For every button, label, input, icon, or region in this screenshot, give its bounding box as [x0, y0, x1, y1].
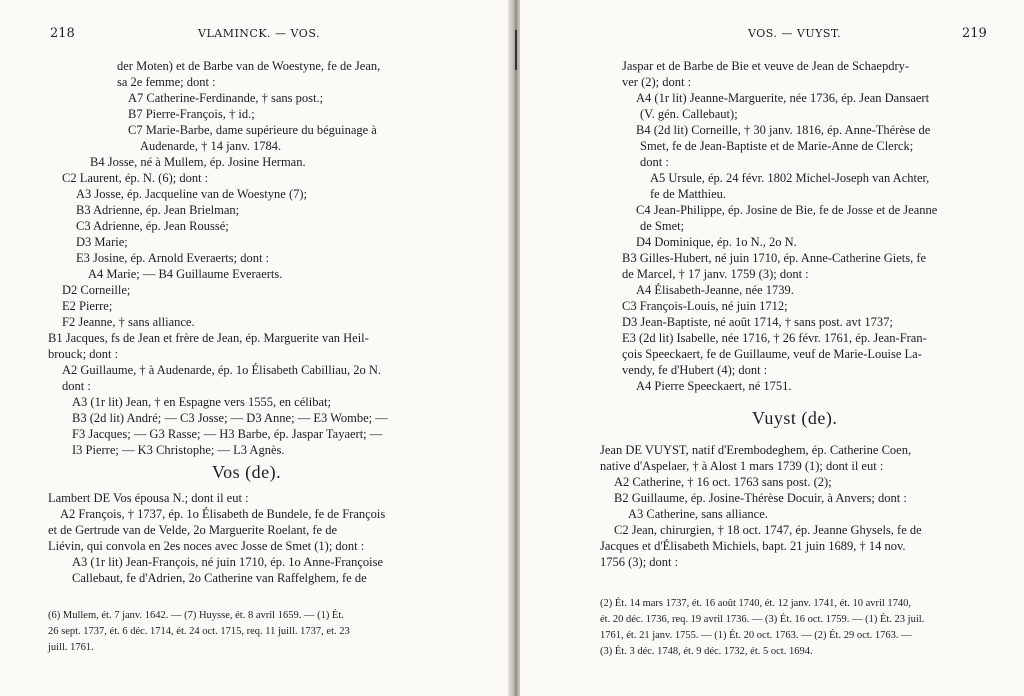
text-line: C2 Laurent, ép. N. (6); dont :	[62, 171, 209, 185]
text-line: Liévin, qui convola en 2es noces avec Josse de Smet (1); dont :	[48, 539, 365, 553]
text-line: dont :	[62, 379, 91, 393]
footnote-line: juill. 1761.	[48, 642, 94, 653]
text-line: Callebaut, fe d'Adrien, 2o Catherine van Raffelghem, fe de	[72, 571, 367, 585]
text-line: A4 Marie; — B4 Guillaume Everaerts.	[88, 267, 283, 281]
text-line: fe de Matthieu.	[650, 187, 727, 201]
text-line: F2 Jeanne, † sans alliance.	[62, 315, 195, 329]
text-line: E3 (2d lit) Isabelle, née 1716, † 26 févr. 1761, ép. Jean-Fran-	[622, 331, 927, 345]
text-line: der Moten) et de Barbe van de Woestyne, fe de Jean,	[117, 59, 381, 73]
text-line: C2 Jean, chirurgien, † 18 oct. 1747, ép. Jeanne Ghysels, fe de	[614, 523, 922, 537]
text-line: B3 (2d lit) André; — C3 Josse; — D3 Anne; — E3 Wombe; —	[72, 411, 388, 425]
text-line: I3 Pierre; — K3 Christophe; — L3 Agnès.	[72, 443, 285, 457]
text-line: A2 Catherine, † 16 oct. 1763 sans post. (2);	[614, 475, 832, 489]
footnote-line: (2) Ét. 14 mars 1737, ét. 16 août 1740, ét. 12 janv. 1741, ét. 10 avril 1740,	[600, 598, 912, 609]
text-line: B4 Josse, né à Mullem, ép. Josine Herman.	[90, 155, 306, 169]
text-line: F3 Jacques; — G3 Rasse; — H3 Barbe, ép. Jaspar Tayaert; —	[72, 427, 383, 441]
page-number: 219	[962, 26, 987, 41]
text-line: B2 Guillaume, ép. Josine-Thérèse Docuir, à Anvers; dont :	[614, 491, 907, 505]
text-line: B3 Adrienne, ép. Jean Brielman;	[76, 203, 240, 217]
text-line: C7 Marie-Barbe, dame supérieure du béguinage à	[128, 123, 377, 137]
text-line: A4 Pierre Speeckaert, né 1751.	[636, 379, 792, 393]
text-line: A4 Élisabeth-Jeanne, née 1739.	[636, 283, 794, 297]
text-line: C3 François-Louis, né juin 1712;	[622, 299, 788, 313]
footnote-line: (3) Ét. 3 déc. 1748, ét. 9 déc. 1732, ét. 5 oct. 1694.	[600, 646, 813, 657]
text-line: B7 Pierre-François, † id.;	[128, 107, 255, 121]
text-line: de Marcel, † 17 janv. 1759 (3); dont :	[622, 267, 809, 281]
footnote-line: 26 sept. 1737, ét. 6 déc. 1714, ét. 24 oct. 1715, req. 11 juill. 1737, et. 23	[48, 626, 350, 637]
section-title: Vos (de).	[212, 462, 282, 482]
footnote-line: 1761, ét. 21 janv. 1755. — (1) Ét. 20 oct. 1763. — (2) Ét. 29 oct. 1763. —	[600, 630, 912, 641]
text-line: vendy, fe d'Hubert (4); dont :	[622, 363, 768, 377]
text-line: Lambert DE Vos épousa N.; dont il eut :	[48, 491, 249, 505]
text-line: et de Gertrude van de Velde, 2o Marguerite Roelant, fe de	[48, 523, 338, 537]
text-line: E3 Josine, ép. Arnold Everaerts; dont :	[76, 251, 270, 265]
text-line: 1756 (3); dont :	[600, 555, 679, 569]
text-line: Jean DE VUYST, natif d'Erembodeghem, ép. Catherine Coen,	[600, 443, 912, 457]
text-line: C4 Jean-Philippe, ép. Josine de Bie, fe de Josse et de Jeanne	[636, 203, 938, 217]
footnote-line: ét. 20 déc. 1736, req. 19 avril 1736. — (3) Ét. 16 oct. 1759. — (1) Ét. 23 juil.	[600, 614, 925, 625]
text-line: D2 Corneille;	[62, 283, 131, 297]
text-line: Jaspar et de Barbe de Bie et veuve de Jean de Schaepdry-	[622, 59, 910, 73]
text-line: native d'Aspelaer, † à Alost 1 mars 1739 (1); dont il eut :	[600, 459, 884, 473]
text-line: Audenarde, † 14 janv. 1784.	[140, 139, 282, 153]
text-line: A3 Josse, ép. Jacqueline van de Woestyne (7);	[76, 187, 307, 201]
text-line: D3 Jean-Baptiste, né août 1714, † sans post. avt 1737;	[622, 315, 893, 329]
text-line: A3 (1r lit) Jean, † en Espagne vers 1555, en célibat;	[72, 395, 331, 409]
text-line: D3 Marie;	[76, 235, 128, 249]
text-line: C3 Adrienne, ép. Jean Roussé;	[76, 219, 229, 233]
text-line: de Smet;	[640, 219, 685, 233]
text-line: A2 François, † 1737, ép. 1o Élisabeth de Bundele, fe de François	[60, 507, 386, 521]
text-line: A4 (1r lit) Jeanne-Marguerite, née 1736, ép. Jean Dansaert	[636, 91, 930, 105]
running-head: VLAMINCK. — VOS.	[198, 27, 320, 40]
page-number: 218	[50, 26, 75, 41]
text-line: B1 Jacques, fs de Jean et frère de Jean, ép. Marguerite van Heil-	[48, 331, 369, 345]
text-line: B3 Gilles-Hubert, né juin 1710, ép. Anne-Catherine Giets, fe	[622, 251, 927, 265]
right-page	[520, 0, 1024, 696]
text-line: B4 (2d lit) Corneille, † 30 janv. 1816, ép. Anne-Thérèse de	[636, 123, 931, 137]
running-head: VOS. — VUYST.	[748, 27, 842, 40]
text-line: A2 Guillaume, † à Audenarde, ép. 1o Élisabeth Cabilliau, 2o N.	[62, 363, 382, 377]
text-line: brouck; dont :	[48, 347, 119, 361]
text-line: (V. gén. Callebaut);	[640, 107, 738, 121]
text-line: A3 Catherine, sans alliance.	[628, 507, 768, 521]
text-line: dont :	[640, 155, 669, 169]
text-line: E2 Pierre;	[62, 299, 113, 313]
section-title: Vuyst (de).	[752, 408, 838, 428]
text-line: D4 Dominique, ép. 1o N., 2o N.	[636, 235, 797, 249]
footnote-line: (6) Mullem, ét. 7 janv. 1642. — (7) Huysse, ét. 8 avril 1659. — (1) Ét.	[48, 610, 344, 621]
text-line: sa 2e femme; dont :	[117, 75, 216, 89]
text-line: A7 Catherine-Ferdinande, † sans post.;	[128, 91, 324, 105]
text-line: A5 Ursule, ép. 24 févr. 1802 Michel-Joseph van Achter,	[650, 171, 930, 185]
text-line: çois Speeckaert, fe de Guillaume, veuf de Marie-Louise La-	[622, 347, 922, 361]
text-line: Smet, fe de Jean-Baptiste et de Marie-Anne de Clerck;	[640, 139, 914, 153]
text-line: A3 (1r lit) Jean-François, né juin 1710, ép. 1o Anne-Françoise	[72, 555, 384, 569]
text-line: Jacques et d'Élisabeth Michiels, bapt. 21 juin 1689, † 14 nov.	[600, 539, 906, 553]
text-line: ver (2); dont :	[622, 75, 692, 89]
